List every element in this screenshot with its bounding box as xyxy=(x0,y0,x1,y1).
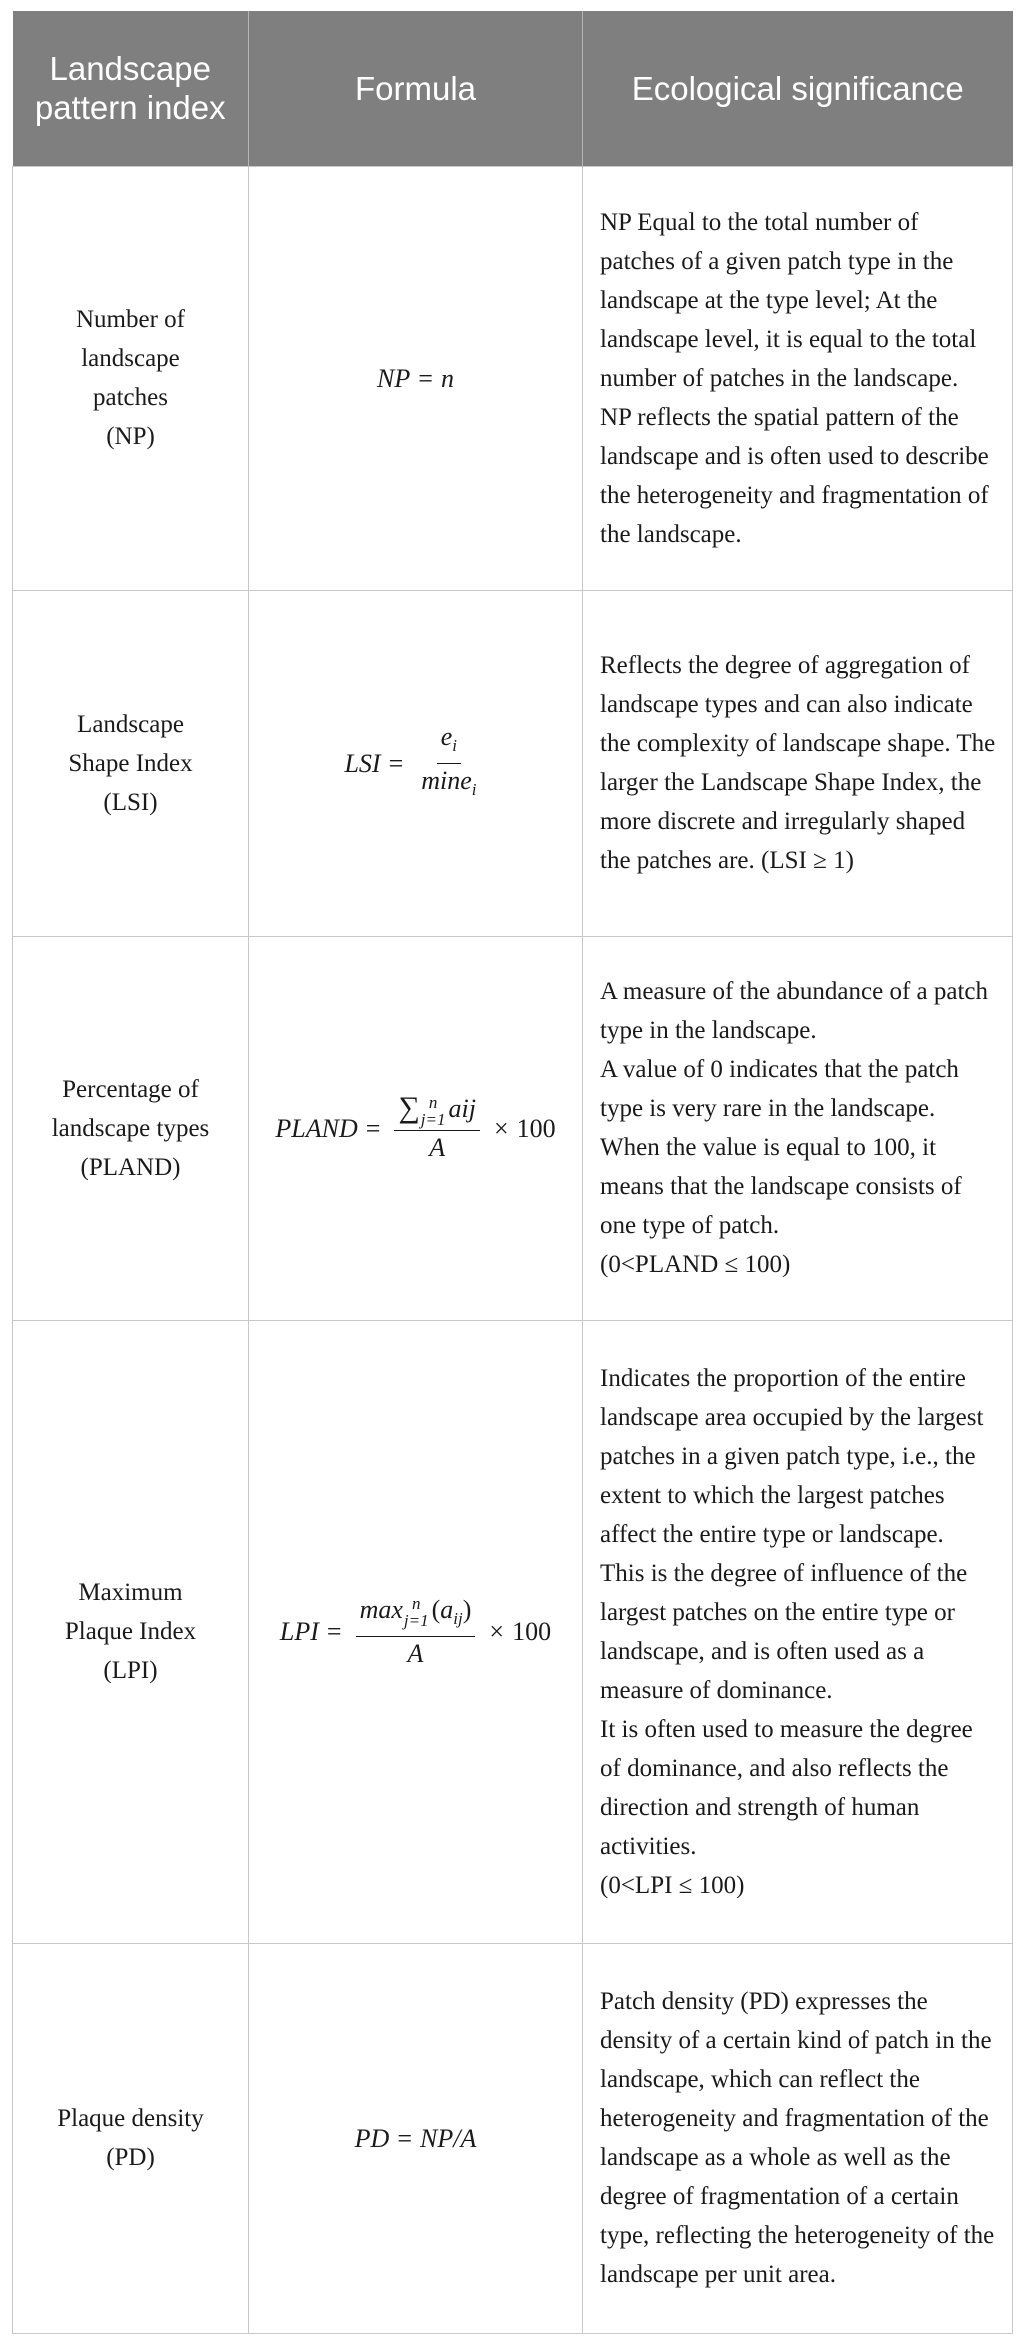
header-index: Landscape pattern index xyxy=(13,11,249,166)
description-cell: Reflects the degree of aggregation of landscape types and can also indicate the complexity of landscape shape. The larger the Landscape Shape Index, the more discrete and irregularly shaped the patches are. (LSI ≥ 1) xyxy=(583,590,1013,936)
index-name: Percentage of landscape types (PLAND) xyxy=(51,1075,210,1181)
index-name-cell xyxy=(13,166,249,590)
header-significance: Ecological significance xyxy=(583,11,1013,166)
formula-cell xyxy=(249,590,583,936)
formula-cell xyxy=(249,166,583,590)
formula-lpi: LPI = max n j=1 $(a_{ij})$ A × 100 xyxy=(279,1593,552,1668)
formula-np: NP = n xyxy=(377,363,454,393)
fraction: $\frac{e_i}{\min e_i}$ xyxy=(421,721,477,799)
landscape-index-table xyxy=(12,11,1013,2334)
description-cell: Indicates the proportion of the entire landscape area occupied by the largest patches in a given patch type, i.e., the extent to which the largest patches affect the entire type or landscape. This is the degree of influence of the largest patches on the entire type or landscape, and is often used as a measure of dominance. It is often used to measure the degree of dominance, and also reflects the direction and strength of human activities. (0<LPI ≤ 100) xyxy=(583,1320,1013,1943)
index-name-cell xyxy=(13,1320,249,1943)
index-name-cell xyxy=(13,1943,249,2333)
description-cell: A measure of the abundance of a patch type in the landscape. A value of 0 indicates that the patch type is very rare in the landscape. When the value is equal to 100, it means that the landscape consists of one type of patch. (0<PLAND ≤ 100) xyxy=(583,936,1013,1320)
index-name: Plaque density (PD) xyxy=(57,2105,204,2171)
table-row-pd xyxy=(13,1943,1013,2333)
index-name-cell xyxy=(13,590,249,936)
formula-lsi: LSI = $\frac{e_i}{\min e_i}$ xyxy=(344,722,486,805)
formula-cell xyxy=(249,936,583,1320)
fraction: max n j=1 $(a_{ij})$ A xyxy=(356,1595,476,1669)
formula-pd: PD = NP/A xyxy=(354,2123,477,2153)
header-formula: Formula xyxy=(249,11,583,166)
table-row-np xyxy=(13,166,1013,590)
formula-cell xyxy=(249,1943,583,2333)
table-row-lpi xyxy=(13,1320,1013,1943)
formula-cell xyxy=(249,1320,583,1943)
index-name: Number of landscape patches (NP) xyxy=(76,306,185,450)
formula-pland: PLAND = ∑ n j=1 aij A × 100 xyxy=(275,1090,556,1163)
table-header-row xyxy=(13,11,1013,166)
description-cell: Patch density (PD) expresses the density of a certain kind of patch in the landscape, which can reflect the heterogeneity and fragmentation of the landscape as a whole as well as the degree of fragmentation of a certain type, reflecting the heterogeneity of the landscape per unit area. xyxy=(583,1943,1013,2333)
table-row-lsi xyxy=(13,590,1013,936)
description-cell: NP Equal to the total number of patches of a given patch type in the landscape at the type level; At the landscape level, it is equal to the total number of patches in the landscape. NP reflects the spatial pattern of the landscape and is often used to describe the heterogeneity and fragmentation of the landscape. xyxy=(583,166,1013,590)
fraction: ∑ n j=1 aij A xyxy=(394,1093,480,1163)
index-name: Landscape Shape Index (LSI) xyxy=(68,710,193,816)
table-row-pland xyxy=(13,936,1013,1320)
index-name-cell xyxy=(13,936,249,1320)
index-name: Maximum Plaque Index (LPI) xyxy=(64,1579,197,1684)
